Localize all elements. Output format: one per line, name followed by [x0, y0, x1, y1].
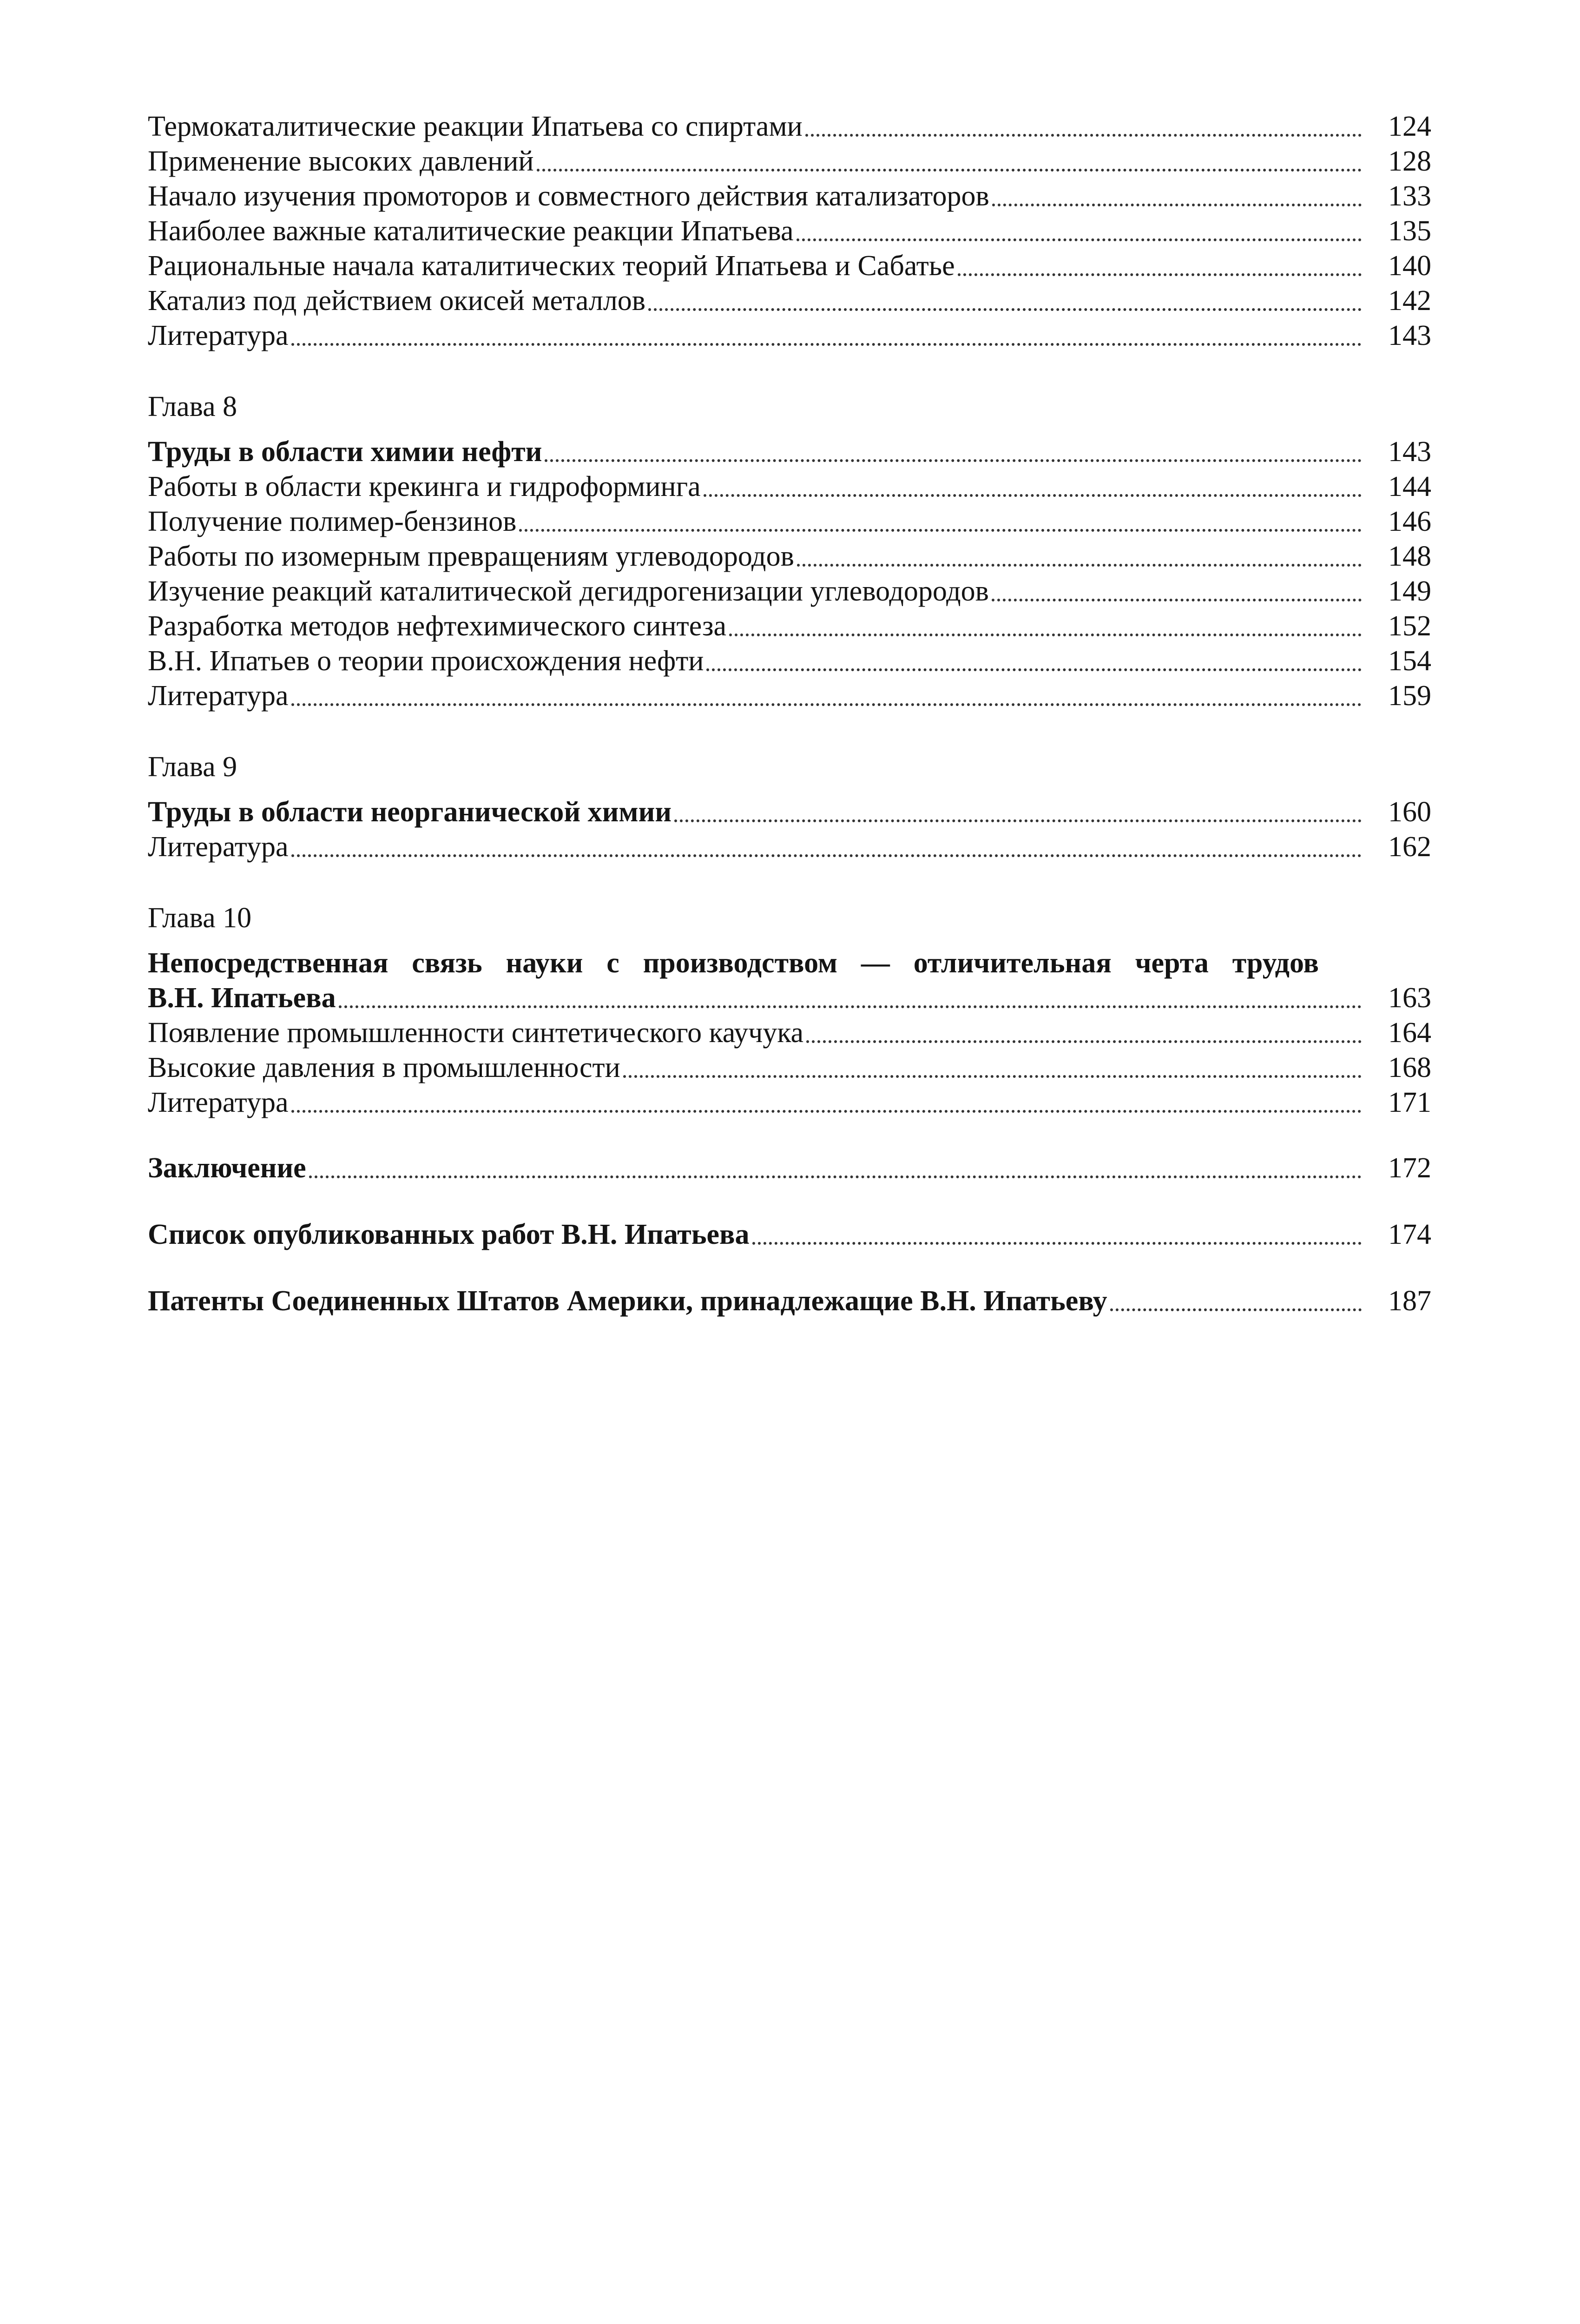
entry-page-number: 133	[1388, 180, 1431, 212]
toc-entry	[148, 504, 1431, 539]
dot-leader	[729, 634, 1362, 636]
toc-entry	[148, 679, 1431, 713]
entry-title: Работы в области крекинга и гидроформинга	[148, 471, 701, 502]
entry-page-number: 160	[1388, 796, 1431, 828]
dot-leader	[291, 703, 1362, 706]
entry-page-number: 142	[1388, 285, 1431, 317]
dot-leader	[805, 134, 1362, 137]
toc-entry	[148, 574, 1431, 609]
toc-entry	[148, 830, 1431, 865]
entry-page-number: 171	[1388, 1087, 1431, 1118]
entry-title: Высокие давления в промышленности	[148, 1052, 620, 1083]
entry-title: Применение высоких давлений	[148, 145, 534, 177]
toc-entry	[148, 109, 1431, 144]
entry-title: Разработка методов нефтехимического синтеза	[148, 610, 726, 642]
entry-title: Получение полимер-бензинов	[148, 506, 517, 537]
entry-page-number: 149	[1388, 575, 1431, 607]
table-of-contents	[148, 109, 1431, 1319]
entry-title: Изучение реакций каталитической дегидрогенизации углеводородов	[148, 575, 989, 607]
toc-entry	[148, 318, 1431, 353]
entry-page-number: 187	[1388, 1285, 1431, 1317]
entry-title: Работы по изомерным превращениям углеводородов	[148, 541, 794, 572]
entry-page-number: 152	[1388, 610, 1431, 642]
chapter-8-section	[148, 390, 1431, 713]
entry-title: Литература	[148, 1087, 289, 1118]
dot-leader	[674, 819, 1362, 822]
entry-title: Список опубликованных работ В.Н. Ипатьева	[148, 1219, 750, 1250]
toc-entry	[148, 249, 1431, 284]
chapter-title-line-1: Непосредственная связь науки с производством — отличительная черта трудов	[148, 947, 1319, 979]
dot-leader	[704, 494, 1362, 497]
chapter-title: Труды в области химии нефти	[148, 436, 542, 468]
entry-title: Наиболее важные каталитические реакции Ипатьева	[148, 215, 794, 247]
dot-leader	[519, 529, 1362, 532]
dot-leader	[752, 1242, 1362, 1245]
entry-title: В.Н. Ипатьев о теории происхождения нефти	[148, 645, 704, 677]
toc-entry	[148, 609, 1431, 644]
entry-page-number: 143	[1388, 436, 1431, 468]
chapter-label: Глава 8	[148, 391, 237, 423]
entry-page-number: 128	[1388, 145, 1431, 177]
entry-title: Начало изучения промоторов и совместного действия катализаторов	[148, 180, 989, 212]
toc-entry	[148, 144, 1431, 179]
entry-page-number: 148	[1388, 541, 1431, 572]
entry-title: Литература	[148, 831, 289, 863]
entry-page-number: 154	[1388, 645, 1431, 677]
entry-page-number: 174	[1388, 1219, 1431, 1250]
chapter-title: Труды в области неорганической химии	[148, 796, 672, 828]
chapter-heading	[148, 795, 1431, 830]
toc-entry	[148, 1016, 1431, 1050]
entry-page-number: 162	[1388, 831, 1431, 863]
entry-title: Термокаталитические реакции Ипатьева со спиртами	[148, 111, 803, 142]
toc-entry	[148, 644, 1431, 679]
entry-title: Патенты Соединенных Штатов Америки, принадлежащие В.Н. Ипатьеву	[148, 1285, 1107, 1317]
chapter-heading	[148, 981, 1431, 1016]
dot-leader	[309, 1175, 1362, 1178]
entry-title: Рациональные начала каталитических теорий Ипатьева и Сабатье	[148, 250, 955, 282]
previous-chapter-entries	[148, 109, 1431, 353]
entry-title: Заключение	[148, 1152, 306, 1184]
entry-page-number: 143	[1388, 320, 1431, 351]
entry-page-number: 159	[1388, 680, 1431, 712]
chapter-heading	[148, 435, 1431, 469]
conclusion-entry	[148, 1151, 1431, 1186]
dot-leader	[992, 204, 1362, 206]
dot-leader	[958, 273, 1362, 276]
dot-leader	[1110, 1308, 1362, 1311]
chapter-10-section	[148, 901, 1431, 1120]
toc-entry	[148, 1085, 1431, 1120]
dot-leader	[291, 854, 1362, 857]
entry-page-number: 172	[1388, 1152, 1431, 1184]
patents-entry	[148, 1284, 1431, 1319]
dot-leader	[648, 308, 1362, 311]
chapter-title-line-2: В.Н. Ипатьева	[148, 982, 336, 1014]
dot-leader	[537, 169, 1362, 172]
dot-leader	[339, 1005, 1362, 1008]
dot-leader	[291, 343, 1362, 346]
entry-page-number: 144	[1388, 471, 1431, 502]
toc-entry	[148, 539, 1431, 574]
entry-page-number: 135	[1388, 215, 1431, 247]
dot-leader	[797, 564, 1362, 567]
chapter-label: Глава 10	[148, 902, 252, 934]
entry-page-number: 140	[1388, 250, 1431, 282]
entry-page-number: 146	[1388, 506, 1431, 537]
dot-leader	[545, 459, 1362, 462]
chapter-label: Глава 9	[148, 751, 237, 783]
entry-page-number: 124	[1388, 111, 1431, 142]
toc-entry	[148, 284, 1431, 318]
publications-entry	[148, 1217, 1431, 1252]
toc-entry	[148, 214, 1431, 249]
entry-page-number: 164	[1388, 1017, 1431, 1049]
dot-leader	[706, 668, 1362, 671]
entry-title: Литература	[148, 320, 289, 351]
chapter-9-section	[148, 750, 1431, 865]
entry-title: Катализ под действием окисей металлов	[148, 285, 646, 317]
entry-page-number: 168	[1388, 1052, 1431, 1083]
dot-leader	[623, 1075, 1362, 1078]
dot-leader	[806, 1040, 1362, 1043]
toc-entry	[148, 469, 1431, 504]
toc-entry	[148, 1050, 1431, 1085]
entry-title: Появление промышленности синтетического каучука	[148, 1017, 804, 1049]
dot-leader	[291, 1110, 1362, 1113]
toc-entry	[148, 179, 1431, 214]
dot-leader	[992, 599, 1362, 601]
entry-page-number: 163	[1388, 982, 1431, 1014]
dot-leader	[797, 238, 1362, 241]
entry-title: Литература	[148, 680, 289, 712]
